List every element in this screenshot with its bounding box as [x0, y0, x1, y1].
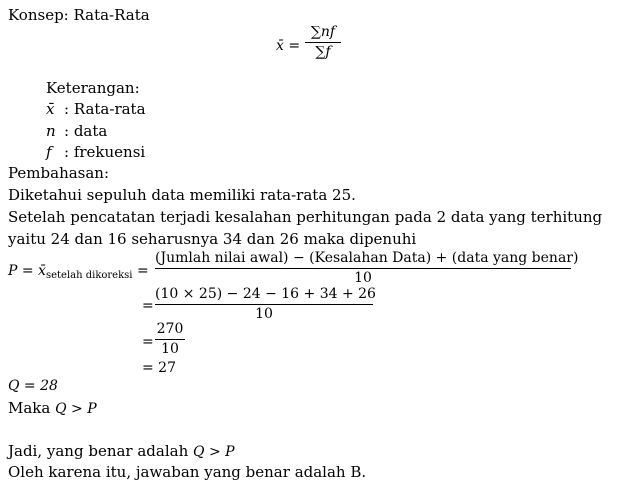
- step4-result: = 27: [142, 360, 176, 376]
- step2-eq: =: [142, 298, 154, 314]
- mean-formula-fraction: [305, 24, 341, 61]
- step3-numerator: 270: [156, 321, 184, 337]
- formula-numerator: ∑nf: [310, 24, 336, 40]
- discussion-line-2: Setelah pencatatan terjadi kesalahan perhitungan pada 2 data yang terhitung: [8, 208, 603, 226]
- discussion-line-1: Diketahui sepuluh data memiliki rata-rata 25.: [8, 186, 356, 204]
- fraction-bar: [155, 304, 373, 305]
- step1-numerator: (Jumlah nilai awal) − (Kesalahan Data) + (data yang benar): [155, 250, 579, 266]
- fraction-bar: [305, 42, 341, 43]
- legend-item-mean: x̄ : Rata-rata: [46, 100, 146, 118]
- step2-denominator: 10: [255, 306, 273, 322]
- formula-denominator: ∑f: [315, 44, 331, 60]
- conclusion: Jadi, yang benar adalah Q > P: [8, 442, 235, 460]
- step2-numerator: (10 × 25) − 24 − 16 + 34 + 26: [155, 286, 376, 302]
- legend-heading: Keterangan:: [46, 79, 140, 97]
- answer: Oleh karena itu, jawaban yang benar adalah B.: [8, 463, 367, 481]
- fraction-bar: [155, 268, 571, 269]
- discussion-line-3: yaitu 24 dan 16 seharusnya 34 dan 26 maka dipenuhi: [8, 230, 417, 248]
- formula-lhs: x̄ =: [276, 38, 301, 54]
- legend-item-data: n : data: [46, 122, 108, 140]
- step1-denominator: 10: [354, 270, 372, 286]
- step2-fraction: [155, 286, 376, 323]
- step3-fraction: [155, 321, 185, 358]
- calc-lhs: $P = x̄_{setelah dikoreksi}$ =: [8, 263, 149, 281]
- fraction-bar: [155, 339, 185, 340]
- concept-title: Konsep: Rata-Rata: [8, 6, 150, 24]
- step3-eq: =: [142, 334, 154, 350]
- step1-fraction: [155, 250, 579, 287]
- legend-item-frequency: f : frekuensi: [46, 143, 146, 161]
- discussion-heading: Pembahasan:: [8, 164, 110, 182]
- comparison: Maka Q > P: [8, 399, 97, 417]
- q-value: Q = 28: [8, 378, 58, 394]
- step3-denominator: 10: [161, 341, 179, 357]
